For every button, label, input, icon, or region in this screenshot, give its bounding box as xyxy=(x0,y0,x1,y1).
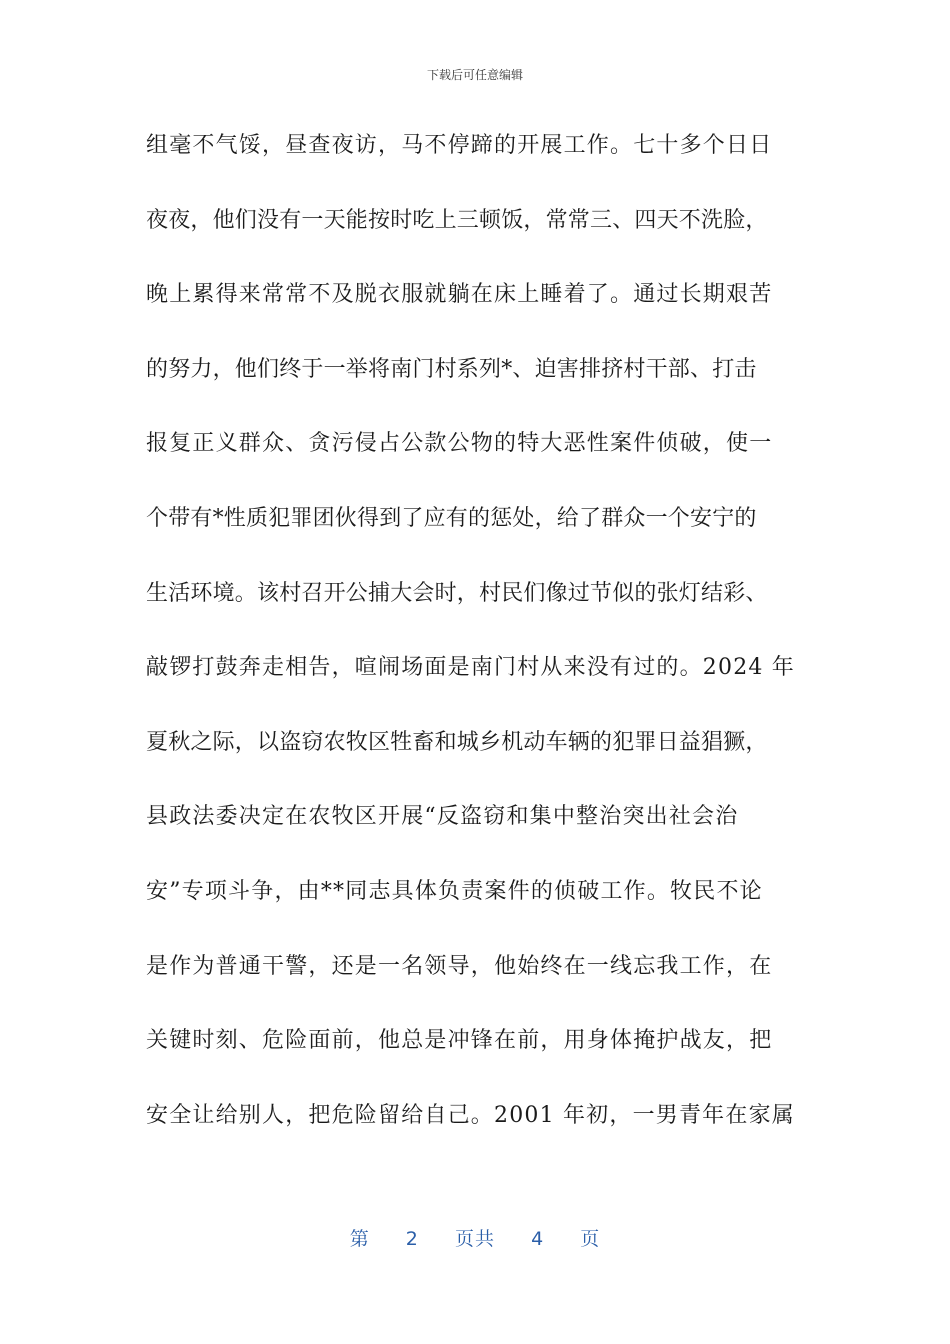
body-line: 个带有*性质犯罪团伙得到了应有的惩处，给了群众一个安宁的 xyxy=(146,505,757,531)
body-line: 敲锣打鼓奔走相告，喧闹场面是南门村从来没有过的。2024 年 xyxy=(146,655,795,681)
body-line: 安全让给别人，把危险留给自己。2001 年初，一男青年在家属 xyxy=(146,1102,795,1128)
page-footer xyxy=(0,1224,950,1251)
document-body xyxy=(146,124,811,1168)
body-line: 是作为普通干警，还是一名领导，他始终在一线忘我工作，在 xyxy=(146,953,773,979)
body-line: 晚上累得来常常不及脱衣服就躺在床上睡着了。通过长期艰苦 xyxy=(146,282,773,308)
body-line: 生活环境。该村召开公捕大会时，村民们像过节似的张灯结彩、 xyxy=(146,580,768,606)
body-line: 报复正义群众、贪污侵占公款公物的特大恶性案件侦破，使一 xyxy=(146,431,773,457)
body-line: 组毫不气馁，昼查夜访，马不停蹄的开展工作。七十多个日日 xyxy=(146,133,773,158)
body-line: 关键时刻、危险面前，他总是冲锋在前，用身体掩护战友，把 xyxy=(146,1028,773,1054)
page-label-suffix: 页 xyxy=(580,1228,601,1250)
page-header: 下载后可任意编辑 xyxy=(426,68,523,82)
page-label-prefix: 第 xyxy=(349,1228,370,1250)
body-line: 夜夜，他们没有一天能按时吃上三顿饭，常常三、四天不洗脸， xyxy=(146,207,768,233)
body-line: 县政法委决定在农牧区开展“反盗窃和集中整治突出社会治 xyxy=(146,804,739,830)
body-line: 的努力，他们终于一举将南门村系列*、迫害排挤村干部、打击 xyxy=(146,356,757,382)
current-page-number: 2 xyxy=(405,1228,419,1250)
body-line: 夏秋之际，以盗窃农牧区牲畜和城乡机动车辆的犯罪日益猖獗， xyxy=(146,729,768,755)
total-pages-number: 4 xyxy=(531,1228,545,1250)
page-label-mid: 页共 xyxy=(454,1228,495,1250)
body-line: 安”专项斗争，由**同志具体负责案件的侦破工作。牧民不论 xyxy=(146,878,763,904)
